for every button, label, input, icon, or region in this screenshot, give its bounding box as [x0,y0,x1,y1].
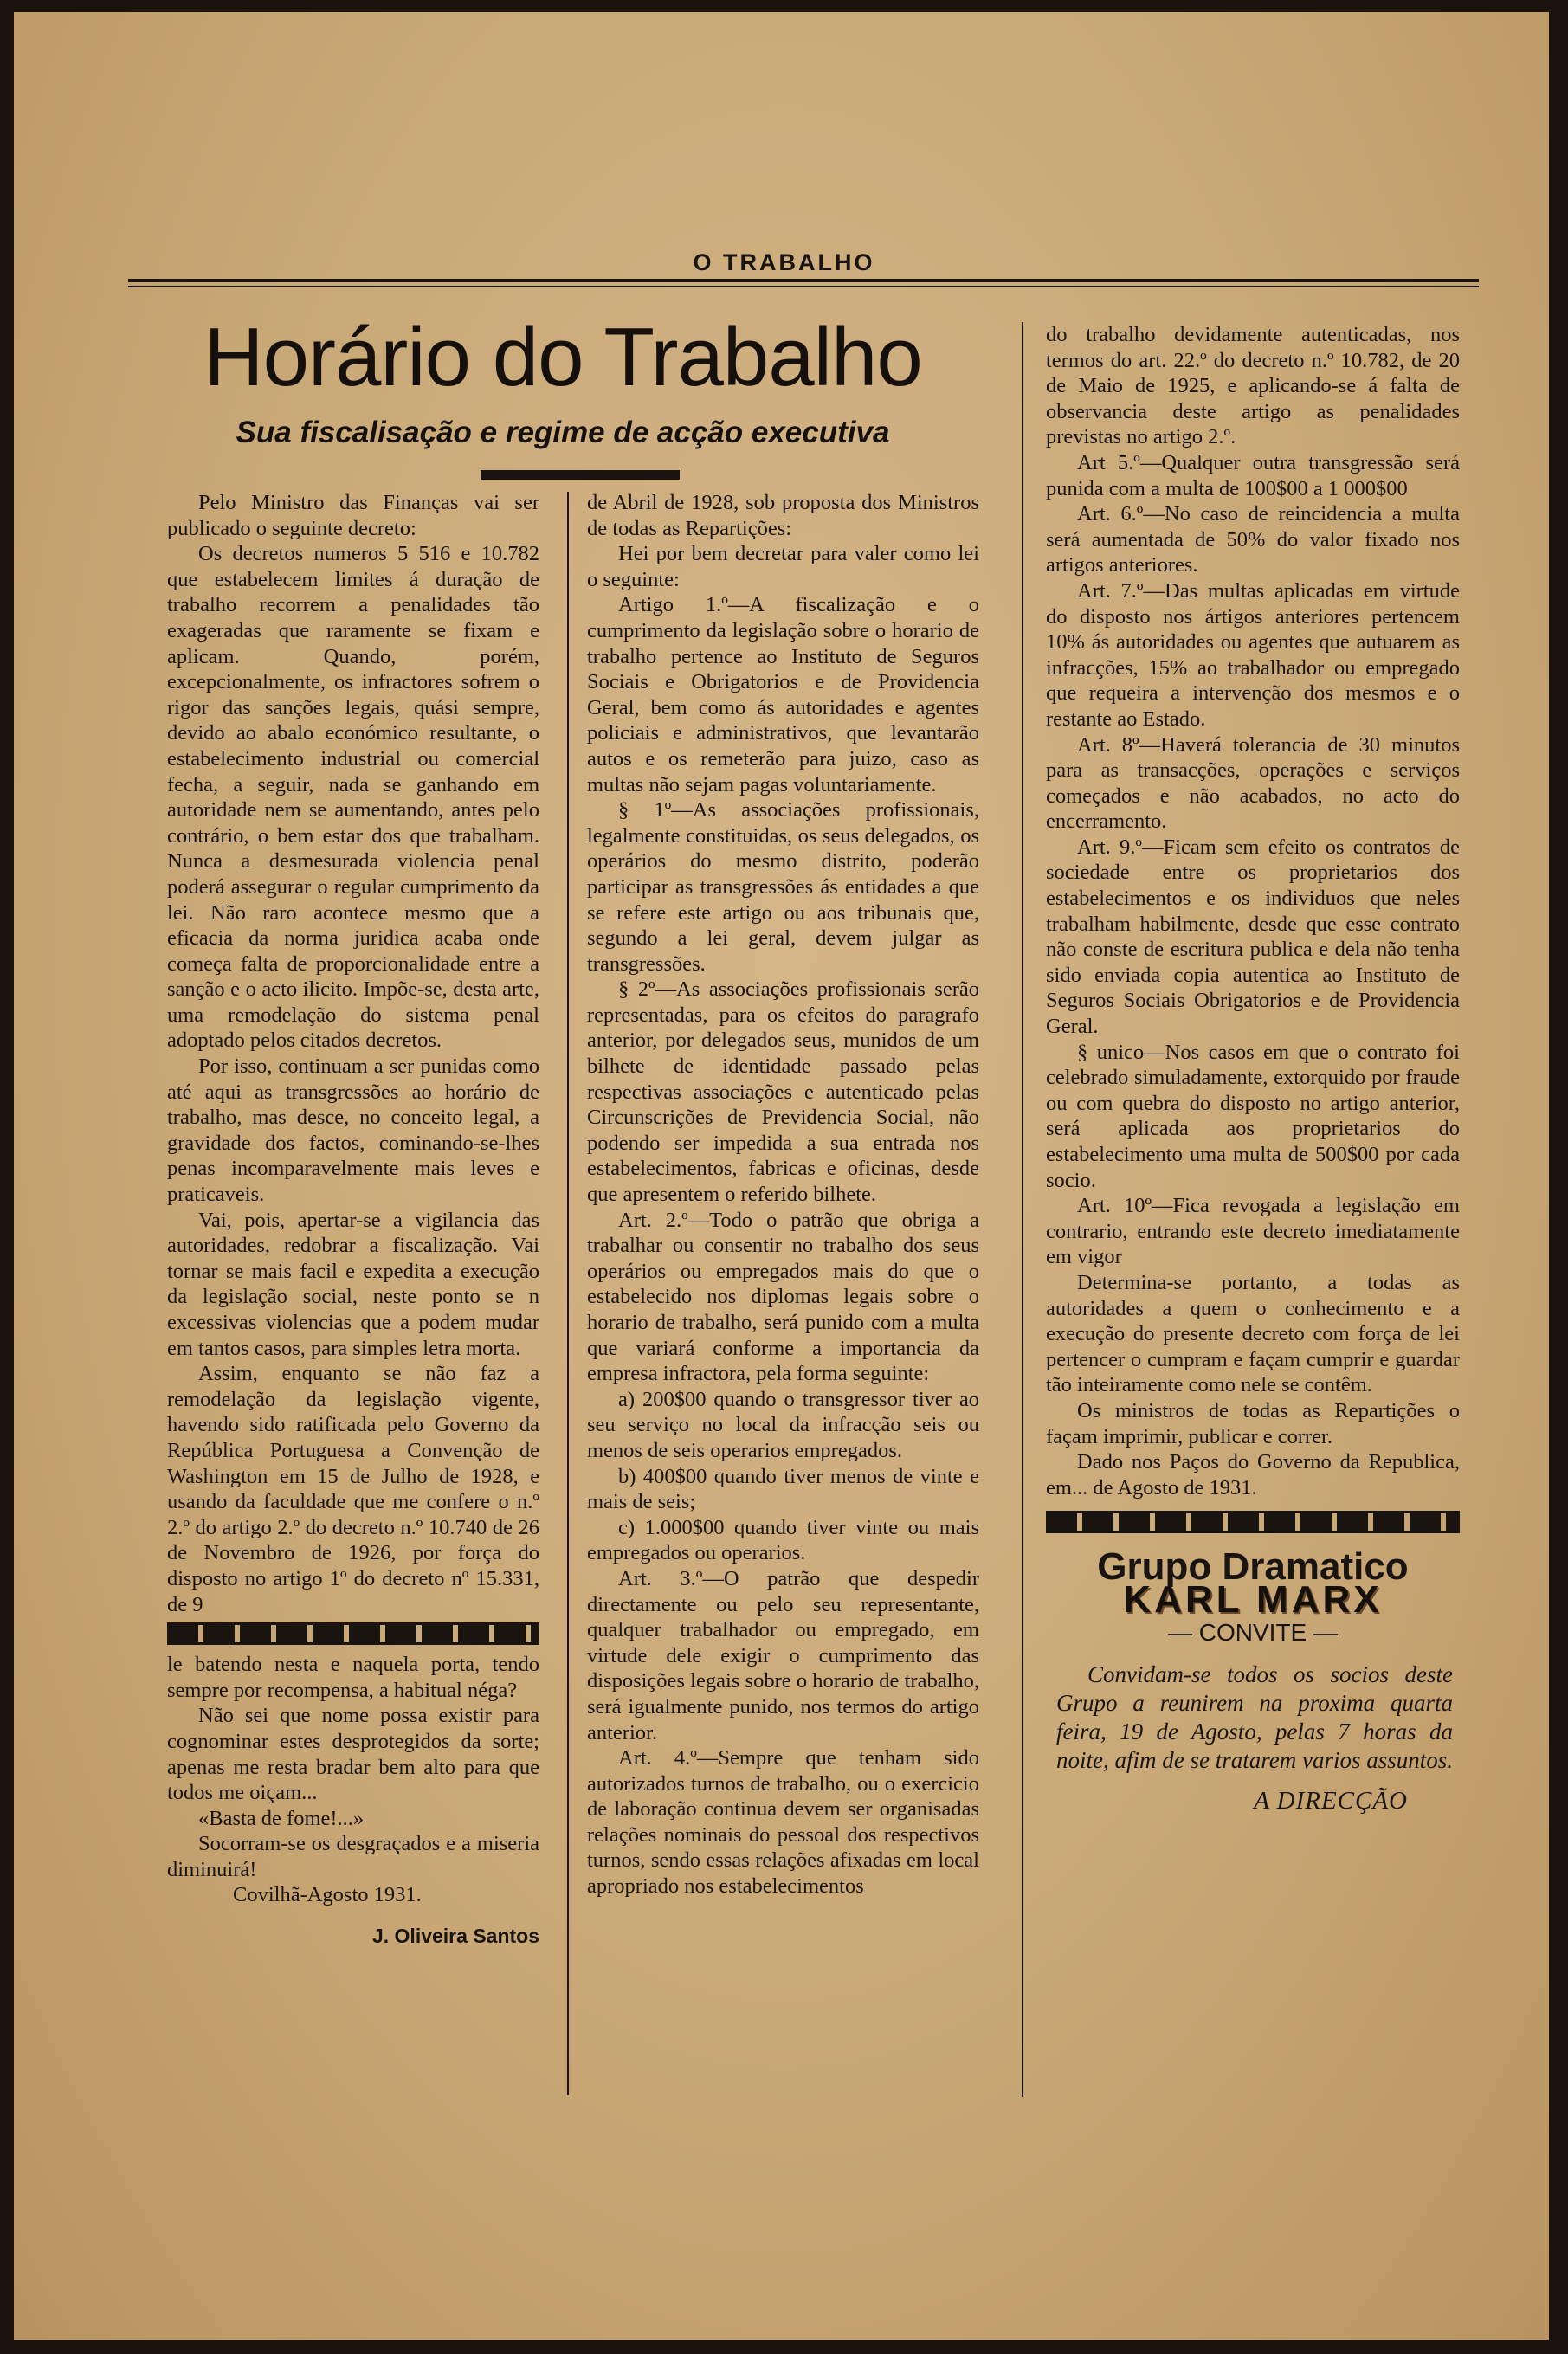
page-edge-top [0,0,1568,12]
masthead: O TRABALHO [693,249,875,275]
paragraph: Art. 4.º—Sempre que tenham sido autorizados turnos de trabalho, ou o exercicio de laboração continua devem ser organisadas relações nominais do pessoal dos respectivos turnos, sendo essas relações afixadas em local apropriado nos estabelecimentos [587,1746,979,1899]
notice-group-name: KARL MARX [1123,1577,1383,1621]
page-edge-right [1549,0,1568,2354]
chain-divider [1046,1511,1460,1533]
column-divider [567,492,569,2095]
paragraph: de Abril de 1928, sob proposta dos Ministros de todas as Repartições: [587,491,979,540]
author-signature: J. Oliveira Santos [371,1925,539,1948]
paragraph: Art. 10º—Fica revogada a legislação em contrario, entrando este decreto imediatamente em vigor [1046,1194,1460,1269]
paragraph: Pelo Ministro das Finanças vai ser publicado o seguinte decreto: [167,491,539,540]
notice-paragraph: Convidam-se todos os socios deste Grupo a reunirem na proxima quarta feira, 19 de Agosto, pelas 7 horas da noite, afim de se tratarem varios assuntos. [1056,1661,1453,1774]
article-subheadline: Sua fiscalisação e regime de acção executiva [236,416,890,449]
column-divider [1022,322,1023,2097]
paragraph: b) 400$00 quando tiver menos de vinte e mais de seis; [587,1464,979,1514]
paragraph: Determina-se portanto, a todas as autoridades a quem o conhecimento e a execução do presente decreto com força de lei pertencer o cumpram e façam cumprir e guardar tão inteiramente como nele se contêm. [1046,1270,1460,1397]
chain-divider [167,1622,539,1645]
paragraph: Socorram-se os desgraçados e a miseria diminuirá! [167,1832,539,1881]
paragraph: Vai, pois, apertar-se a vigilancia das autoridades, redobrar a fiscalização. Vai tornar se mais facil e expedita a execução da legislação social, neste ponto se n excessivas violencias que a podem mudar em tantos casos, para simples letra morta. [167,1208,539,1360]
paragraph: Dado nos Paços do Governo da Republica, em... de Agosto de 1931. [1046,1450,1460,1499]
place-date: Covilhã-Agosto 1931. [233,1883,422,1907]
paragraph: Art. 7.º—Das multas aplicadas em virtude do disposto nos ártigos anteriores pertencem 10% ás autoridades ou agentes que autuarem as infracções, 15% ao trabalhador ou empregado que requeira a intervenção dos mesmos e o restante ao Estado. [1046,578,1460,731]
article-column-3 [1046,322,1460,1815]
page-edge-bottom [0,2340,1568,2354]
article-column-1 [167,490,539,1950]
paragraph: Art. 8º—Haverá tolerancia de 30 minutos para as transacções, operações e serviços começados e não acabados, no acto do encerramento. [1046,732,1460,834]
paragraph: c) 1.000$00 quando tiver vinte ou mais empregados ou operarios. [587,1515,979,1565]
paragraph: do trabalho devidamente autenticadas, nos termos do art. 22.º do decreto n.º 10.782, de 20 de Maio de 1925, e aplicando-se á falta de observancia deste artigo as penalidades previstas no artigo 2.º. [1046,323,1460,449]
notice-signed: A DIRECÇÃO [1254,1787,1408,1815]
paragraph: Art. 2.º—Todo o patrão que obriga a trabalhar ou consentir no trabalho dos seus operários ou empregados mais do que o estabelecido nos diplomas legais sobre o horario de trabalho, será punido com a multa que variará conforme a importancia da empresa infractora, pela forma seguinte: [587,1208,979,1386]
paragraph: a) 200$00 quando o transgressor tiver ao seu serviço no local da infracção seis ou menos de seis operarios empregados. [587,1387,979,1462]
paragraph: § 1º—As associações profissionais, legalmente constituidas, os seus delegados, os operários do mesmo distrito, poderão participar as transgressões ás entidades a que se refere este artigo ou aos tribunais que, segundo a lei geral, devem julgar as transgressões. [587,798,979,976]
paragraph: Art 5.º—Qualquer outra transgressão será punida com a multa de 100$00 a 1 000$00 [1046,450,1460,500]
paragraph: Art. 9.º—Ficam sem efeito os contratos de sociedade entre os proprietarios dos estabelecimentos e os individuos que neles trabalham habilmente, desde que esse contrato não conste de escritura publica e dela não tenha sido enviada copia autentica ao Instituto de Seguros Sociais Obrigatorios e de Providencia Geral. [1046,835,1460,1039]
masthead-rule-thin [128,286,1479,287]
paragraph: Os ministros de todas as Repartições o façam imprimir, publicar e correr. [1046,1398,1460,1448]
paragraph: Por isso, continuam a ser punidas como até aqui as transgressões ao horário de trabalho, mas desce, no conceito legal, a gravidade dos factos, cominando-se-lhes penas incomparavelmente mais leves e praticaveis. [167,1054,539,1207]
paragraph: le batendo nesta e naquela porta, tendo sempre por recompensa, a habitual néga? [167,1653,539,1702]
notice-text [1046,1661,1460,1775]
notice-label: — CONVITE — [1167,1618,1338,1646]
paragraph: § unico—Nos casos em que o contrato foi celebrado simuladamente, extorquido por fraude ou com quebra do disposto no artigo anterior, será aplicada aos proprietarios do estabelecimento uma multa de 500$00 por cada socio. [1046,1040,1460,1192]
paragraph: Art. 6.º—No caso de reincidencia a multa será aumentada de 50% do valor fixado nos artigos anteriores. [1046,502,1460,577]
paragraph: «Basta de fome!...» [198,1806,365,1830]
paragraph: Hei por bem decretar para valer como lei o seguinte: [587,542,979,591]
masthead-rule [128,279,1479,282]
page-edge-left [0,0,14,2354]
headline-divider [481,470,680,480]
paragraph: Art. 3.º—O patrão que despedir directamente ou pelo seu representante, qualquer trabalhador ou empregado, em virtude dele exigir o cumprimento das disposições legais sobre o horario de trabalho, será igualmente punido, nos termos do artigo anterior. [587,1566,979,1745]
paragraph: § 2º—As associações profissionais serão representadas, para os efeitos do paragrafo anterior, por delegados seus, munidos de um bilhete de identidade passado pelas respectivas associações e autenticado pelas Circunscrições de Previdencia Social, não podendo ser impedida a sua entrada nos estabelecimentos, fabricas e oficinas, desde que apresentem o referido bilhete. [587,977,979,1207]
paragraph: Não sei que nome possa existir para cognominar estes desprotegidos da sorte; apenas me resta bradar bem alto para que todos me oiçam... [167,1704,539,1805]
article-headline: Horário do Trabalho [203,311,922,403]
notice-title: Grupo Dramatico [1097,1545,1409,1589]
paragraph: Artigo 1.º—A fiscalização e o cumprimento da legislação sobre o horario de trabalho pertence ao Instituto de Seguros Sociais e Obrigatorios e de Providencia Geral, bem como ás autoridades e agentes policiais e administrativos, que levantarão autos e os remeterão para juizo, caso as multas não sejam pagas voluntariamente. [587,593,979,796]
paragraph: Os decretos numeros 5 516 e 10.782 que estabelecem limites á duração de trabalho recorrem a penalidades tão exageradas que raramente se fixam e aplicam. Quando, porém, excepcionalmente, os infractores sofrem o rigor das sanções legais, quási sempre, devido ao abalo económico resultante, o estabelecimento industrial ou comercial fecha, a seguir, nada se ganhando em autoridade nem se aumentando, antes pelo contrário, o bem estar dos que trabalham. Nunca a desmesurada violencia penal poderá assegurar o regular cumprimento da lei. Não raro acontece mesmo que a eficacia da norma juridica acaba onde começa falta de proporcionalidade entre a sanção e o acto ilicito. Impõe-se, desta arte, uma remodelação do sistema penal adoptado pelos citados decretos. [167,542,539,1053]
paragraph: Assim, enquanto se não faz a remodelação da legislação vigente, havendo sido ratificada pelo Governo da República Portuguesa a Convenção de Washington em 15 de Julho de 1928, e usando da faculdade que me confere o n.º 2.º do artigo 2.º do decreto n.º 10.740 de 26 de Novembro de 1926, por força do disposto no artigo 1º do decreto nº 15.331, de 9 [167,1362,539,1616]
article-column-2 [587,490,979,1899]
